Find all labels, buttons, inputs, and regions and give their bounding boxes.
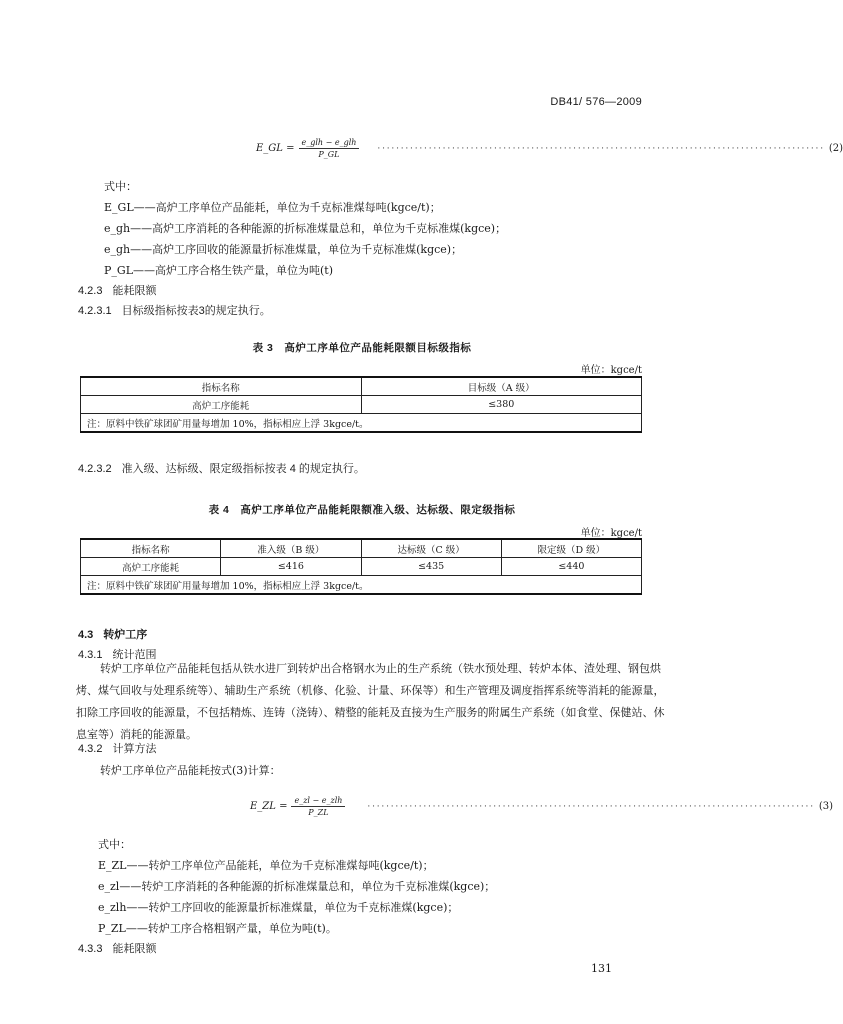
table-cell: 高炉工序能耗 (81, 558, 221, 576)
formula-3 (250, 796, 834, 817)
table-cell: 高炉工序能耗 (81, 396, 362, 414)
table4 (80, 538, 642, 595)
formula-numerator: e_zl − e_zlh (291, 796, 345, 807)
table4-caption: 表 4 高炉工序单位产品能耗限额准入级、达标级、限定级指标 (208, 504, 516, 516)
table-cell: ≤435 (361, 558, 501, 576)
table-cell: ≤416 (221, 558, 361, 576)
clause-number: 4.2.3.2 (78, 463, 112, 475)
table-header-row (81, 539, 642, 558)
formula-number: (2) (828, 143, 843, 154)
section-title: 能耗限额 (112, 285, 157, 297)
table-note-row (81, 414, 642, 433)
formula-denominator: P_GL (318, 150, 340, 159)
page-number: 131 (591, 962, 612, 975)
clause-number: 4.2.3.1 (78, 305, 112, 317)
table-header-cell: 限定级（D 级） (501, 539, 641, 558)
standard-code: DB41/ 576—2009 (550, 96, 642, 108)
clause (78, 460, 365, 476)
table3 (80, 376, 642, 433)
definition-line: P_ZL——转炉工序合格粗钢产量，单位为吨(t)。 (98, 922, 337, 935)
definition-line: e_zl——转炉工序消耗的各种能源的折标准煤量总和，单位为千克标准煤(kgce)； (98, 880, 496, 893)
formula-lhs: E_GL = (256, 143, 295, 154)
table3-unit: 单位：kgce/t (580, 365, 642, 376)
clause-text: 准入级、达标级、限定级指标按表 4 的规定执行。 (121, 463, 365, 475)
formula-number: (3) (818, 801, 834, 812)
section-number: 4.3.2 (78, 743, 103, 755)
definition-line: E_ZL——转炉工序单位产品能耗，单位为千克标准煤每吨(kgce/t)； (98, 859, 434, 872)
formula-leader-dots: ································································································ (377, 143, 825, 154)
definition-line: e_gh——高炉工序消耗的各种能源的折标准煤量总和，单位为千克标准煤(kgce)； (104, 222, 507, 235)
section-title: 转炉工序 (103, 629, 148, 641)
table3-caption: 表 3 高炉工序单位产品能耗限额目标级指标 (252, 342, 472, 354)
clause (78, 302, 271, 318)
paragraph-scope: 转炉工序单位产品能耗包括从铁水进厂到转炉出合格钢水为止的生产系统（铁水预处理、转炉本体、渣处理、钢包烘烤、煤气回收与处理系统等）、辅助生产系统（机修、化验、计量、环保等）和生产管理及调度指挥系统等消耗的能源量，扣除工序回收的能源量，不包括精炼、连铸（浇铸）、精整的能耗及直接为生产服务的附属生产系统（如食堂、保健站、休息室等）消耗的能源量。 (76, 662, 665, 741)
definition-line: e_zlh——转炉工序回收的能源量折标准煤量，单位为千克标准煤(kgce)； (98, 901, 459, 914)
table-note-row (81, 576, 642, 595)
table-note: 注：原料中铁矿球团矿用量每增加 10%，指标相应上浮 3kgce/t。 (81, 576, 642, 595)
formula-leader-dots: ································································································ (367, 801, 815, 812)
section-heading (78, 626, 147, 642)
section-heading (78, 282, 156, 298)
definition-line: P_GL——高炉工序合格生铁产量，单位为吨(t) (104, 264, 333, 277)
where-label: 式中： (104, 180, 137, 193)
table-header-row (81, 377, 642, 396)
table-header-cell: 准入级（B 级） (221, 539, 361, 558)
table-note: 注：原料中铁矿球团矿用量每增加 10%，指标相应上浮 3kgce/t。 (81, 414, 642, 433)
section-number: 4.2.3 (78, 285, 103, 297)
table-cell: ≤380 (361, 396, 642, 414)
section-title: 能耗限额 (112, 943, 157, 955)
where-label: 式中： (98, 838, 131, 851)
formula-denominator: P_ZL (308, 808, 329, 817)
table-header-cell: 指标名称 (81, 539, 221, 558)
formula-fraction (291, 796, 345, 817)
formula-numerator: e_glh − e_glh (299, 138, 360, 149)
paragraph-method: 转炉工序单位产品能耗按式(3)计算： (100, 764, 281, 777)
table-cell: ≤440 (501, 558, 641, 576)
table-row (81, 396, 642, 414)
table-header-cell: 目标级（A 级） (361, 377, 642, 396)
formula-lhs: E_ZL = (250, 801, 288, 812)
section-heading (78, 740, 156, 756)
clause-text: 目标级指标按表3的规定执行。 (121, 305, 271, 317)
section-number: 4.3 (78, 629, 94, 641)
table4-unit: 单位：kgce/t (580, 528, 642, 539)
table-header-cell: 指标名称 (81, 377, 362, 396)
section-number: 4.3.3 (78, 943, 103, 955)
table-header-cell: 达标级（C 级） (361, 539, 501, 558)
formula-fraction (299, 138, 360, 159)
section-heading (78, 940, 156, 956)
table-row (81, 558, 642, 576)
formula-2 (256, 138, 843, 159)
section-title: 计算方法 (112, 743, 157, 755)
definition-line: E_GL——高炉工序单位产品能耗，单位为千克标准煤每吨(kgce/t)； (104, 201, 441, 214)
section-title: 统计范围 (112, 649, 157, 661)
definition-line: e_gh——高炉工序回收的能源量折标准煤量，单位为千克标准煤(kgce)； (104, 243, 463, 256)
section-number: 4.3.1 (78, 649, 103, 661)
